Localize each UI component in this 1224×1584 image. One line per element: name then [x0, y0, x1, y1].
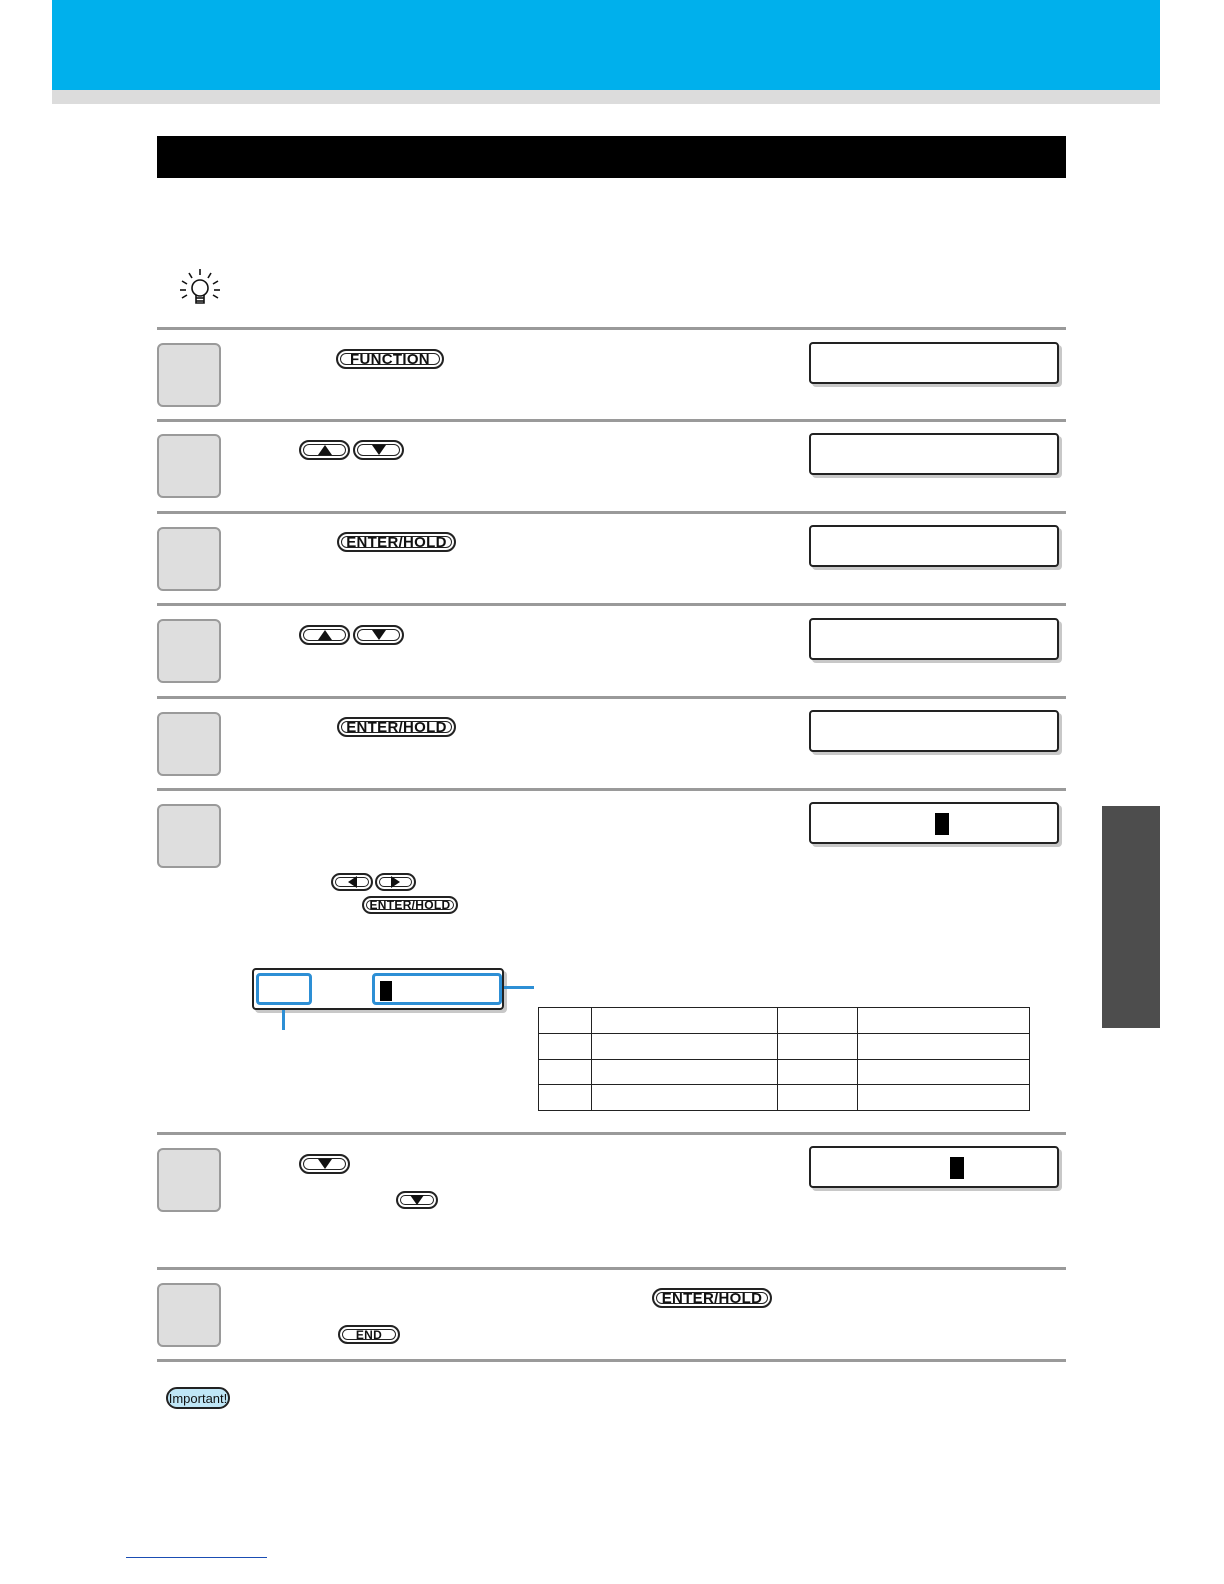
lcd-cursor	[950, 1157, 964, 1179]
table-cell	[592, 1059, 778, 1085]
enter-hold-key[interactable]: ENTER/HOLD	[337, 717, 456, 737]
table-row	[539, 1059, 1030, 1085]
step-box-7	[157, 1148, 221, 1212]
highlight-right-field	[372, 973, 502, 1005]
step-box-1	[157, 343, 221, 407]
table-cell	[592, 1008, 778, 1034]
callout-line	[282, 1010, 285, 1030]
step-separator	[157, 1359, 1066, 1362]
end-key[interactable]: END	[338, 1325, 400, 1344]
step-separator	[157, 327, 1066, 330]
step-separator	[157, 511, 1066, 514]
up-key[interactable]	[299, 440, 350, 460]
chapter-side-tab	[1102, 806, 1160, 1028]
table-cell	[858, 1033, 1030, 1059]
lcd-display-4	[809, 618, 1059, 660]
enter-hold-key[interactable]: ENTER/HOLD	[652, 1288, 772, 1308]
enter-hold-key[interactable]: ENTER/HOLD	[362, 896, 458, 914]
right-key[interactable]	[375, 873, 416, 891]
down-key[interactable]	[299, 1154, 350, 1174]
step-separator	[157, 1132, 1066, 1135]
enter-hold-key[interactable]: ENTER/HOLD	[337, 532, 456, 552]
footer-link-underline	[126, 1557, 267, 1558]
table-cell	[539, 1085, 592, 1111]
up-arrow-icon	[318, 630, 332, 640]
callout-line	[504, 986, 534, 989]
lcd-diagram	[252, 968, 504, 1010]
step-box-8	[157, 1283, 221, 1347]
settings-table	[538, 1007, 1030, 1111]
step-box-3	[157, 527, 221, 591]
table-cell	[592, 1033, 778, 1059]
section-title-bar	[157, 136, 1066, 178]
table-cell	[778, 1059, 858, 1085]
lcd-display-7	[809, 1146, 1059, 1188]
down-arrow-icon	[372, 445, 386, 455]
up-key[interactable]	[299, 625, 350, 645]
step-box-5	[157, 712, 221, 776]
down-key[interactable]	[353, 440, 404, 460]
up-arrow-icon	[318, 445, 332, 455]
down-arrow-icon	[372, 630, 386, 640]
header-shadow	[52, 90, 1160, 104]
function-key[interactable]: FUNCTION	[336, 349, 444, 369]
table-cell	[539, 1033, 592, 1059]
down-arrow-icon	[410, 1195, 424, 1205]
down-arrow-icon	[318, 1159, 332, 1169]
step-box-6	[157, 804, 221, 868]
lcd-display-3	[809, 525, 1059, 567]
highlight-left-field	[256, 973, 312, 1005]
step-separator	[157, 419, 1066, 422]
step-box-2	[157, 434, 221, 498]
table-cell	[778, 1085, 858, 1111]
table-cell	[858, 1008, 1030, 1034]
step-box-4	[157, 619, 221, 683]
step-separator	[157, 696, 1066, 699]
lcd-display-6	[809, 802, 1059, 844]
lcd-cursor	[935, 813, 949, 835]
lcd-display-2	[809, 433, 1059, 475]
lcd-display-1	[809, 342, 1059, 384]
table-row	[539, 1033, 1030, 1059]
important-badge: Important!	[166, 1387, 230, 1409]
step-separator	[157, 1267, 1066, 1270]
table-row	[539, 1008, 1030, 1034]
lightbulb-icon	[176, 266, 224, 314]
table-cell	[858, 1085, 1030, 1111]
table-cell	[539, 1008, 592, 1034]
table-cell	[858, 1059, 1030, 1085]
table-cell	[539, 1059, 592, 1085]
right-arrow-icon	[391, 876, 400, 888]
table-cell	[778, 1008, 858, 1034]
left-arrow-icon	[348, 876, 357, 888]
table-row	[539, 1085, 1030, 1111]
table-cell	[778, 1033, 858, 1059]
step-separator	[157, 788, 1066, 791]
down-key[interactable]	[396, 1191, 438, 1209]
lcd-display-5	[809, 710, 1059, 752]
table-cell	[592, 1085, 778, 1111]
left-key[interactable]	[331, 873, 373, 891]
step-separator	[157, 603, 1066, 606]
down-key[interactable]	[353, 625, 404, 645]
header-band	[52, 0, 1160, 90]
lcd-cursor	[380, 981, 392, 1001]
